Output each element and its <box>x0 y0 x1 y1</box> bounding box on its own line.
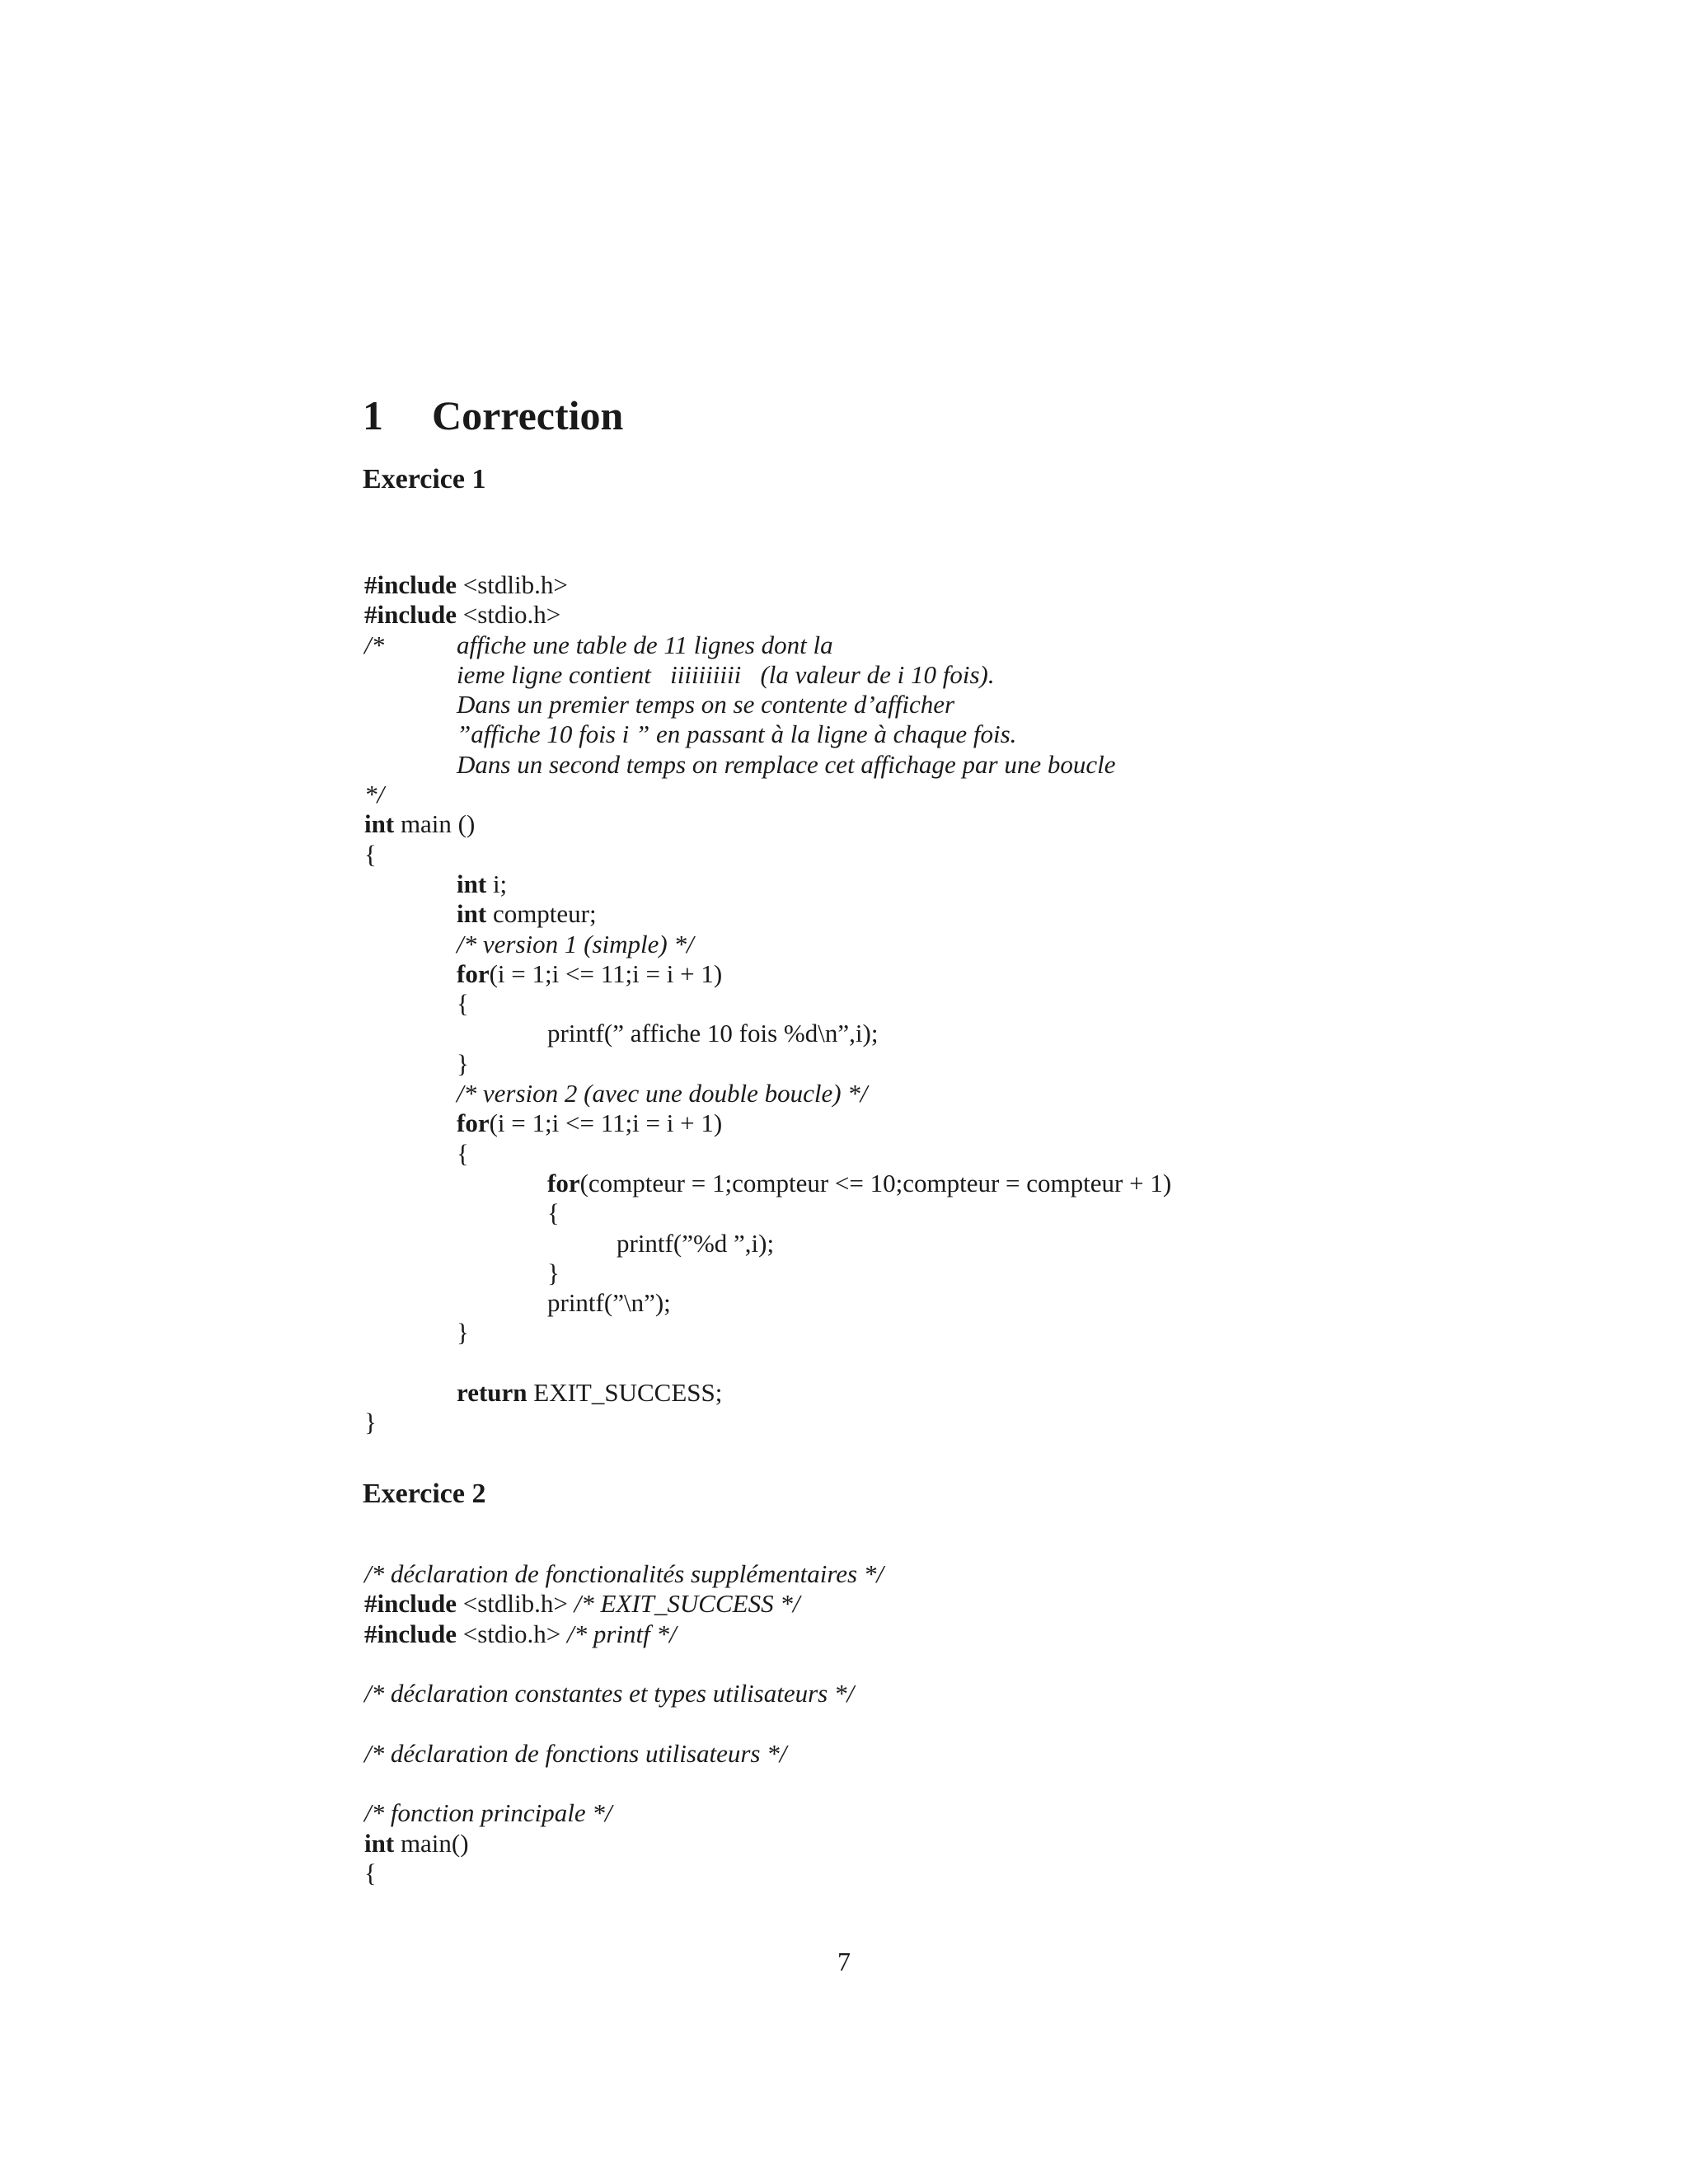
code-line: #include <stdlib.h> /* EXIT_SUCCESS */ <box>364 1589 800 1619</box>
section-number: 1 <box>363 392 383 438</box>
code-blank-line <box>364 1708 884 1738</box>
code-line: { <box>547 1198 560 1228</box>
code-line: return EXIT_SUCCESS; <box>457 1378 723 1408</box>
code-comment-line: /* version 2 (avec une double boucle) */ <box>457 1079 868 1108</box>
code-line: printf(” affiche 10 fois %d\n”,i); <box>547 1019 879 1048</box>
exercise-2-heading: Exercice 2 <box>363 1479 486 1509</box>
code-comment-line: ieme ligne contient iiiiiiiiii (la valeur de i 10 fois). <box>457 659 995 689</box>
code-blank-line <box>364 1348 1171 1378</box>
code-comment-line: /* version 1 (simple) */ <box>457 929 694 958</box>
code-line: } <box>457 1048 469 1078</box>
code-line: printf(”\n”); <box>547 1288 671 1318</box>
code-line: for(i = 1;i <= 11;i = i + 1) <box>457 1108 723 1138</box>
code-line: printf(”%d ”,i); <box>617 1228 775 1258</box>
code-line: { <box>457 989 469 1019</box>
exercise-1-heading: Exercice 1 <box>363 464 486 494</box>
code-comment-line: Dans un premier temps on se contente d’afficher <box>457 690 955 719</box>
code-line: for(compteur = 1;compteur <= 10;compteur = compteur + 1) <box>547 1168 1172 1197</box>
code-line: { <box>457 1138 469 1168</box>
page-number: 7 <box>837 1947 851 1976</box>
code-line: { <box>364 839 377 869</box>
code-comment-line: Dans un second temps on remplace cet affichage par une boucle <box>457 749 1116 779</box>
code-line: int main() <box>364 1828 469 1858</box>
section-title: Correction <box>432 392 624 438</box>
code-blank-line <box>364 1769 884 1798</box>
exercise-1-code-block <box>364 570 1171 1438</box>
section-heading <box>363 391 623 440</box>
code-line: { <box>364 1858 377 1887</box>
code-line: #include <stdlib.h> <box>364 570 568 599</box>
code-comment-line: /* déclaration de fonctions utilisateurs */ <box>364 1738 787 1768</box>
code-line: int compteur; <box>457 899 597 929</box>
code-line: for(i = 1;i <= 11;i = i + 1) <box>457 958 723 988</box>
code-comment-line: /* déclaration constantes et types utilisateurs */ <box>364 1679 855 1708</box>
code-blank-line <box>364 1649 884 1679</box>
code-comment-line: /* affiche une table de 11 lignes dont la <box>364 630 833 659</box>
code-comment-line: */ <box>364 780 385 809</box>
code-line: } <box>364 1408 377 1437</box>
code-line: } <box>547 1258 560 1287</box>
code-line: } <box>457 1318 469 1347</box>
code-comment-line: /* déclaration de fonctionalités supplémentaires */ <box>364 1559 884 1588</box>
code-line: int main () <box>364 809 476 839</box>
code-comment-line: ”affiche 10 fois i ” en passant à la ligne à chaque fois. <box>457 719 1017 749</box>
code-line: #include <stdio.h> /* printf */ <box>364 1619 677 1648</box>
code-line: #include <stdio.h> <box>364 600 561 630</box>
exercise-2-code-block <box>364 1559 884 1888</box>
code-comment-line: /* fonction principale */ <box>364 1798 612 1828</box>
code-line: int i; <box>457 869 508 898</box>
